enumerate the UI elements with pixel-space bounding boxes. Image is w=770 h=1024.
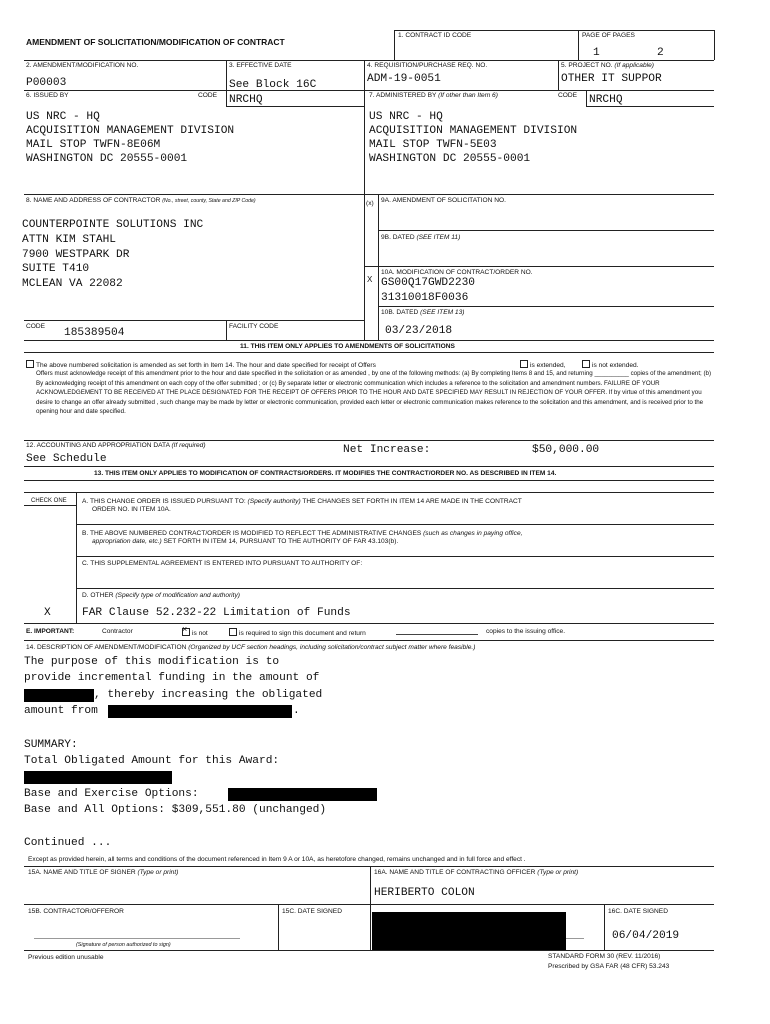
block3-label: 3. EFFECTIVE DATE — [229, 62, 292, 69]
page-current: 1 — [593, 47, 600, 59]
redaction-box — [228, 788, 377, 801]
base-exercise-label: Base and Exercise Options: — [24, 788, 199, 800]
net-increase-value: $50,000.00 — [532, 444, 600, 456]
important-label: E. IMPORTANT: — [26, 628, 75, 635]
block2-label: 2. AMENDMENT/MODIFICATION NO. — [26, 62, 139, 69]
is-not-option: × is not — [182, 628, 208, 638]
item13c-label: C. THIS SUPPLEMENTAL AGREEMENT IS ENTERED INTO PURSUANT TO AUTHORITY OF: — [82, 560, 363, 567]
block5-label: 5. PROJECT NO. (If applicable) — [561, 62, 654, 69]
item13a-label: A. THIS CHANGE ORDER IS ISSUED PURSUANT TO: (Specify authority) THE CHANGES SET FORTH IN ITEM 14 ARE MADE IN THE CONTRACT — [82, 498, 522, 505]
summary-heading: SUMMARY: — [24, 739, 78, 751]
block15a-label: 15A. NAME AND TITLE OF SIGNER (Type or print) — [28, 869, 179, 876]
item13d-label: D. OTHER (Specify type of modification and authority) — [82, 592, 240, 599]
net-increase-label: Net Increase: — [343, 444, 431, 456]
block15b-label: 15B. CONTRACTOR/OFFEROR — [28, 908, 124, 915]
address-line: COUNTERPOINTE SOLUTIONS INC — [22, 219, 204, 231]
is-required-option: is required to sign this document and return — [229, 628, 366, 638]
contractor-label: Contractor — [102, 628, 133, 635]
redaction-box — [24, 771, 172, 784]
is-not-checkbox[interactable] — [182, 628, 190, 636]
block9b-label: 9B. DATED (SEE ITEM 11) — [381, 234, 461, 241]
block6-code: NRCHQ — [229, 94, 263, 106]
address-line: WASHINGTON DC 20555-0001 — [26, 153, 188, 165]
block7-code: NRCHQ — [589, 94, 623, 106]
not-extended-checkbox[interactable] — [582, 360, 590, 368]
description-line-end: . — [293, 705, 300, 717]
item11-checkbox[interactable] — [26, 360, 34, 368]
block4-label: 4. REQUISITION/PURCHASE REQ. NO. — [367, 62, 488, 69]
x-column-label: (x) — [366, 200, 374, 207]
block12-value: See Schedule — [26, 453, 107, 465]
item13d-value: FAR Clause 52.232-22 Limitation of Funds — [82, 607, 351, 619]
block6-code-label: CODE — [198, 92, 218, 99]
address-line: ATTN KIM STAHL — [22, 234, 116, 246]
block7-label: 7. ADMINISTERED BY (If other than Item 6) — [369, 92, 498, 99]
contract-id-label: 1. CONTRACT ID CODE — [398, 32, 472, 39]
block7-code-label: CODE — [558, 92, 578, 99]
item11-body: Offers must acknowledge receipt of this amendment prior to the hour and date specified in the solicitation or as amended , by one of the following methods: (a) By completing Items 8 and 15, and returning __________ copies of the amendment; (b) By acknowledging receipt of this amendment on each copy of the offer submitted ; or (c) By separate letter or electronic communication which includes a reference to the solicitation and amendment numbers. FAILURE OF YOUR ACKNOWLEDGEMENT TO BE RECEIVED AT THE PLACE DESIGNATED FOR THE RECEIPT OF OFFERS PRIOR TO THE HOUR AND DATE SPECIFIED MAY RESULT IN REJECTION OF YOUR OFFER. If by virtue of this amendment you desire to change an offer already submitted , such change may be made by letter or electronic communication, provided each letter or electronic communication makes reference to the solicitation and this amendment, and is received prior to the opening hour and date specified. — [36, 370, 712, 416]
address-line: US NRC - HQ — [369, 111, 443, 123]
item11-line1: The above numbered solicitation is amended as set forth in Item 14. The hour and date specified for receipt of Offers — [26, 360, 376, 370]
footer-statement: Except as provided herein, all terms and conditions of the document referenced in Item 9 A or 10A, as heretofore changed, remains unchanged and in full force and effect . — [28, 856, 526, 863]
description-line: provide incremental funding in the amount of — [24, 672, 320, 684]
not-extended-option: is not extended. — [582, 360, 639, 370]
form-title: AMENDMENT OF SOLICITATION/MODIFICATION OF CONTRACT — [26, 37, 285, 47]
block16c-value: 06/04/2019 — [612, 930, 680, 942]
block10-mark: X — [367, 275, 373, 284]
address-line: MAIL STOP TWFN-5E03 — [369, 139, 497, 151]
continued-label: Continued ... — [24, 837, 112, 849]
item11-header: 11. THIS ITEM ONLY APPLIES TO AMENDMENTS OF SOLICITATIONS — [240, 343, 455, 350]
item13b-label: B. THE ABOVE NUMBERED CONTRACT/ORDER IS MODIFIED TO REFLECT THE ADMINISTRATIVE CHANGES (such as changes in paying office, — [82, 530, 523, 537]
block10a-label: 10A. MODIFICATION OF CONTRACT/ORDER NO. — [381, 269, 533, 276]
base-all-options: Base and All Options: $309,551.80 (unchanged) — [24, 804, 327, 816]
block16a-value: HERIBERTO COLON — [374, 887, 475, 899]
item13b-line2: appropriation date, etc.) SET FORTH IN ITEM 14, PURSUANT TO THE AUTHORITY OF FAR 43.103(b). — [92, 538, 399, 545]
block3-value: See Block 16C — [229, 79, 317, 91]
description-line: The purpose of this modification is to — [24, 656, 280, 668]
address-line: 7900 WESTPARK DR — [22, 249, 130, 261]
page-total: 2 — [657, 47, 664, 59]
address-line: ACQUISITION MANAGEMENT DIVISION — [26, 125, 235, 137]
block9a-label: 9A. AMENDMENT OF SOLICITATION NO. — [381, 197, 506, 204]
block2-value: P00003 — [26, 77, 67, 89]
facility-code-label: FACILITY CODE — [229, 323, 279, 330]
address-line: WASHINGTON DC 20555-0001 — [369, 153, 531, 165]
address-line: SUITE T410 — [22, 263, 90, 275]
signature-redaction — [372, 912, 566, 950]
block10b-value: 03/23/2018 — [385, 325, 453, 337]
item13d-mark: X — [44, 607, 51, 619]
block12-label: 12. ACCOUNTING AND APPROPRIATION DATA (If required) — [26, 442, 206, 449]
block10b-label: 10B. DATED (SEE ITEM 13) — [381, 309, 465, 316]
address-line: ACQUISITION MANAGEMENT DIVISION — [369, 125, 578, 137]
signature-note: (Signature of person authorized to sign) — [76, 942, 171, 948]
address-line: MAIL STOP TWFN-8E06M — [26, 139, 161, 151]
block14-label: 14. DESCRIPTION OF AMENDMENT/MODIFICATION (Organized by UCF section headings, including solicitation/contract subject matter where feasible.) — [26, 644, 476, 651]
block16c-label: 16C. DATE SIGNED — [608, 908, 668, 915]
block8-label: 8. NAME AND ADDRESS OF CONTRACTOR (No., street, county, State and ZIP Code) — [26, 197, 256, 204]
total-obligated-label: Total Obligated Amount for this Award: — [24, 755, 280, 767]
block4-value: ADM-19-0051 — [367, 73, 441, 85]
block15c-label: 15C. DATE SIGNED — [282, 908, 342, 915]
redaction-box — [108, 705, 292, 718]
block8-code-label: CODE — [26, 323, 46, 330]
description-line: , thereby increasing the obligated — [94, 689, 323, 701]
description-line: amount from — [24, 705, 98, 717]
block6-label: 6. ISSUED BY — [26, 92, 69, 99]
block10a-value-2: 31310018F0036 — [381, 292, 469, 304]
extended-option: is extended, — [520, 360, 566, 370]
block5-value: OTHER IT SUPPOR — [561, 73, 662, 85]
block10a-value-1: GS00Q17GWD2230 — [381, 277, 475, 289]
address-line: US NRC - HQ — [26, 111, 100, 123]
block16a-label: 16A. NAME AND TITLE OF CONTRACTING OFFICER (Type or print) — [374, 869, 579, 876]
copies-label: copies to the issuing office. — [486, 628, 566, 635]
extended-checkbox[interactable] — [520, 360, 528, 368]
block8-code: 185389504 — [64, 327, 125, 339]
item13-header: 13. THIS ITEM ONLY APPLIES TO MODIFICATION OF CONTRACTS/ORDERS. IT MODIFIES THE CONTRACT/ORDER NO. AS DESCRIBED IN ITEM 14. — [94, 470, 557, 477]
standard-form-label: STANDARD FORM 30 (REV. 11/2016) — [548, 953, 661, 960]
previous-edition-note: Previous edition unusable — [28, 954, 104, 961]
redaction-box — [24, 689, 94, 702]
address-line: MCLEAN VA 22082 — [22, 278, 123, 290]
item13a-line2: ORDER NO. IN ITEM 10A. — [92, 506, 171, 513]
prescribed-by-label: Prescribed by GSA FAR (48 CFR) 53.243 — [548, 963, 670, 970]
page-of-pages-label: PAGE OF PAGES — [582, 32, 635, 39]
check-one-label: CHECK ONE — [31, 498, 67, 504]
is-required-checkbox[interactable] — [229, 628, 237, 636]
